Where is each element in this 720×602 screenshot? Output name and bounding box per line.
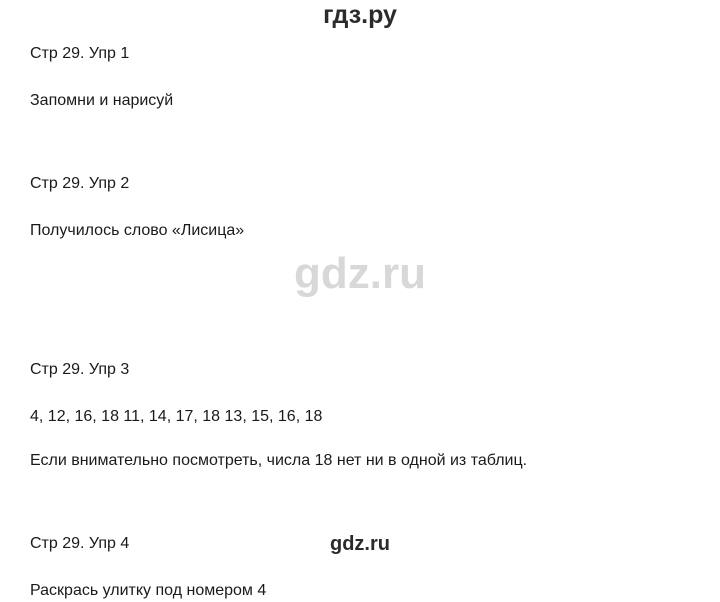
exercise-heading: Стр 29. Упр 4 [30,535,130,552]
spacer [30,428,690,450]
exercise-heading: Стр 29. Упр 1 [30,45,130,62]
exercise-answer-numbers: 4, 12, 16, 18 11, 14, 17, 18 13, 15, 16, 18 [30,408,323,425]
exercise-answer-line: Раскрась улитку под номером 4 [30,582,267,599]
exercise-answer-line: Получилось слово «Лисица» [30,222,245,239]
answers-content [30,44,690,602]
spacer [30,242,690,360]
exercise-1 [30,44,690,112]
exercise-answer-note: Если внимательно посмотреть, числа 18 нет ни в одной из таблиц. [30,452,528,469]
exercise-3 [30,360,690,472]
spacer [30,112,690,174]
watermark-text: gdz.ru [294,249,426,298]
exercise-heading: Стр 29. Упр 3 [30,361,130,378]
exercise-heading: Стр 29. Упр 2 [30,175,130,192]
exercise-2 [30,174,690,242]
exercise-answer-line: Запомни и нарисуй [30,92,174,109]
site-logo-top: гдз.ру [323,1,397,29]
spacer [30,472,690,534]
site-logo-bottom: gdz.ru [330,533,390,555]
